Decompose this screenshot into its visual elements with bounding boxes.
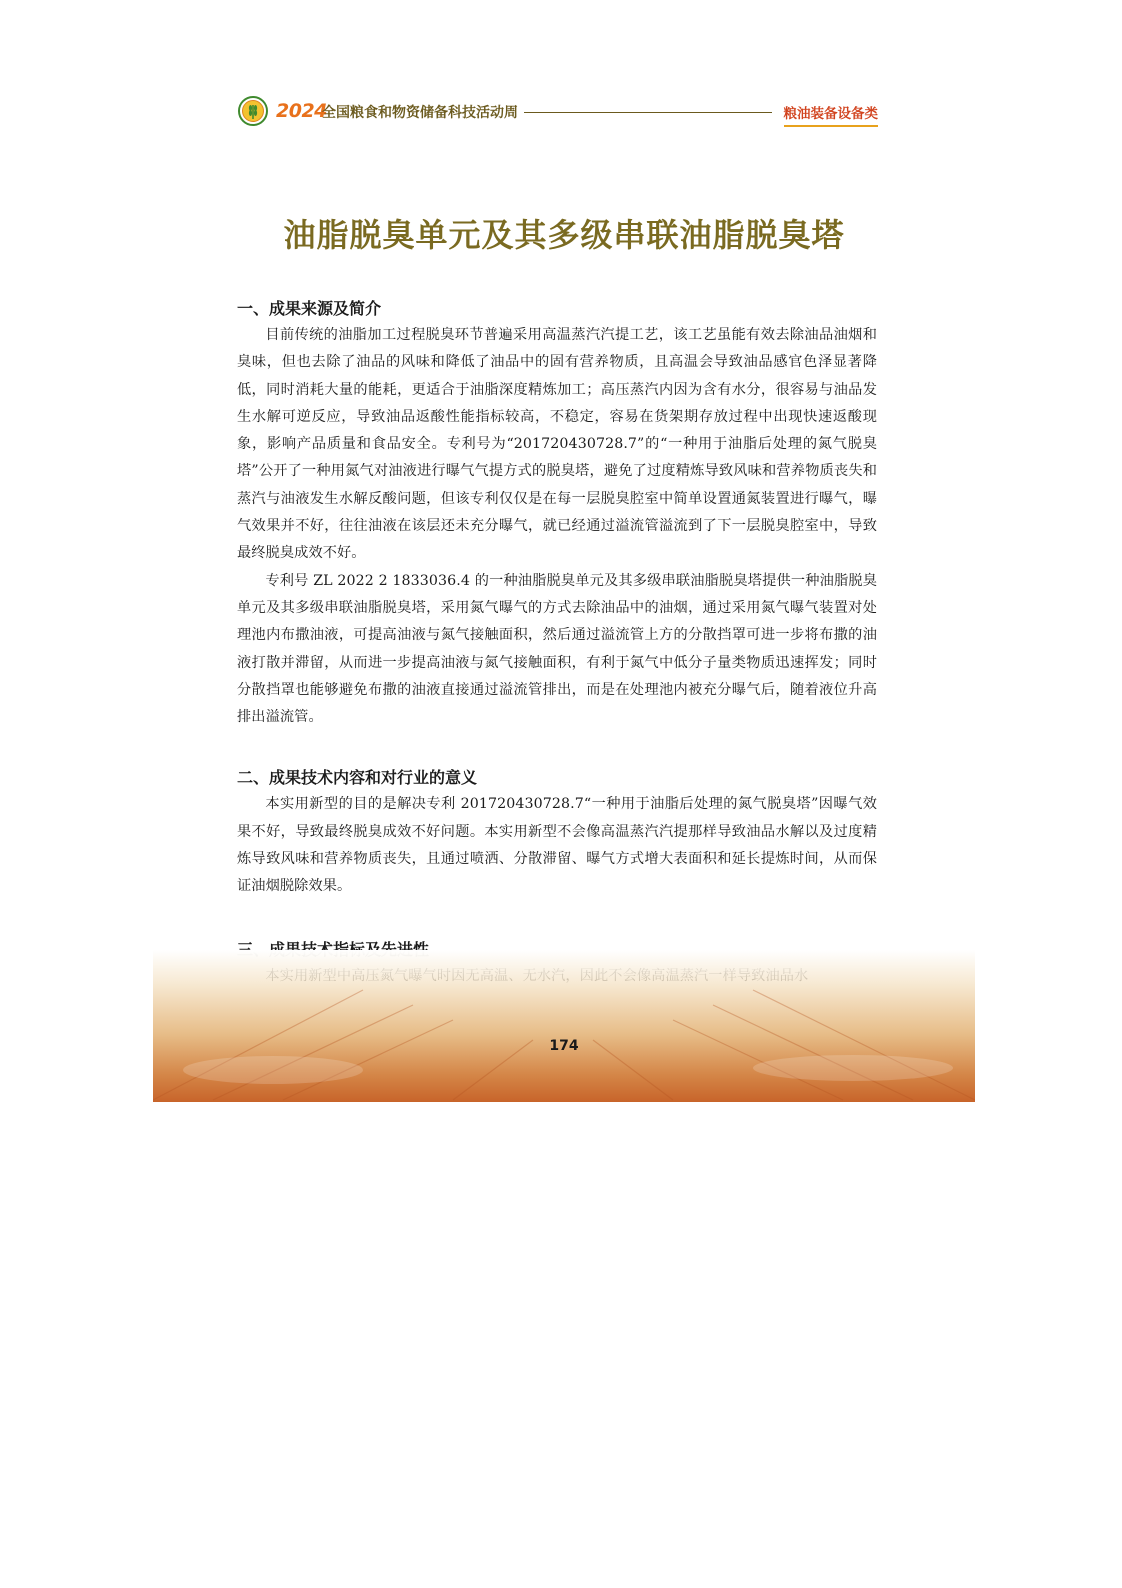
article-body — [237, 296, 877, 990]
footer-decoration — [153, 950, 975, 1102]
page-title: 油脂脱臭单元及其多级串联油脂脱臭塔 — [283, 216, 845, 254]
section-heading: 一、成果来源及简介 — [237, 299, 382, 318]
paragraph: 本实用新型的目的是解决专利 201720430728.7“一种用于油脂后处理的氮气脱臭塔”因曝气效果不好，导致最终脱臭成效不好问题。本实用新型不会像高温蒸汽汽提那样导致油品水解以及过度精炼导致风味和营养物质丧失，且通过喷洒、分散滞留、曝气方式增大表面积和延长提炼时间，从而保证油烟脱除效果。 — [237, 796, 877, 895]
page-header — [238, 92, 878, 132]
paragraph: 专利号 ZL 2022 2 1833036.4 的一种油脂脱臭单元及其多级串联油脂脱臭塔提供一种油脂脱臭单元及其多级串联油脂脱臭塔，采用氮气曝气的方式去除油品中的油烟，通过采用氮气曝气装置对处理池内布撒油液，可提高油液与氮气接触面积，然后通过溢流管上方的分散挡罩可进一步将布撒的油液打散并滞留，从而进一步提高油液与氮气接触面积，有利于氮气中低分子量类物质迅速挥发；同时分散挡罩也能够避免布撒的油液直接通过溢流管排出，而是在处理池内被充分曝气后，随着液位升高排出溢流管。 — [237, 572, 877, 726]
paragraph: 目前传统的油脂加工过程脱臭环节普遍采用高温蒸汽汽提工艺，该工艺虽能有效去除油品油烟和臭味，但也去除了油品的风味和降低了油品中的固有营养物质，且高温会导致油品感官色泽显著降低，同时消耗大量的能耗，更适合于油脂深度精炼加工；高压蒸汽内因为含有水分，很容易与油品发生水解可逆反应，导致油品返酸性能指标较高，不稳定，容易在货架期存放过程中出现快速返酸现象，影响产品质量和食品安全。专利号为“201720430728.7”的“一种用于油脂后处理的氮气脱臭塔”公开了一种用氮气对油液进行曝气气提方式的脱臭塔，避免了过度精炼导致风味和营养物质丧失和蒸汽与油液发生水解反酸问题，但该专利仅仅是在每一层脱臭腔室中简单设置通氮装置进行曝气，曝气效果并不好，往往油液在该层还未充分曝气，就已经通过溢流管溢流到了下一层脱臭腔室中，导致最终脱臭成效不好。 — [237, 327, 877, 562]
wheat-emblem-icon — [238, 96, 268, 126]
header-divider — [524, 112, 772, 113]
page-number: 174 — [549, 1038, 579, 1054]
header-category: 粮油装备设备类 — [784, 102, 879, 127]
wheat-field-pattern — [153, 950, 975, 1102]
header-event-title: 全国粮食和物资储备科技活动周 — [322, 105, 518, 121]
header-year: 2024 — [276, 100, 327, 122]
document-page — [153, 60, 975, 1102]
section-heading: 二、成果技术内容和对行业的意义 — [237, 768, 478, 788]
